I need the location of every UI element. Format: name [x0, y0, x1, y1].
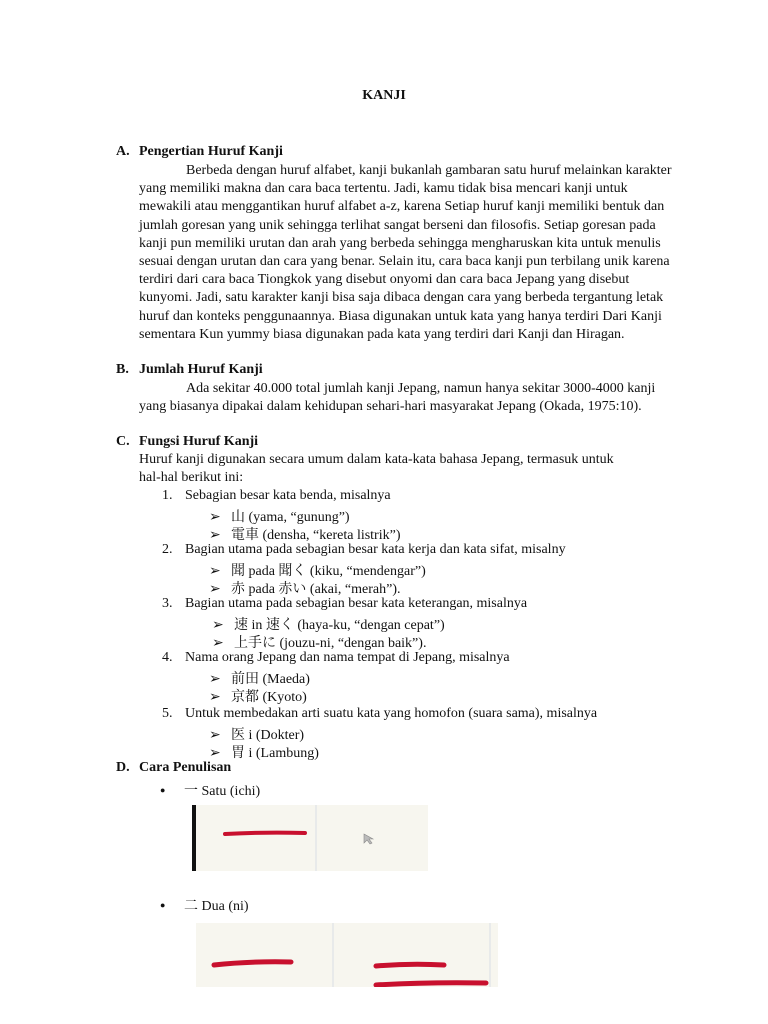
section-a-paragraph: Berbeda dengan huruf alfabet, kanji bukanlah gambaran satu huruf melainkan karakter yang memiliki makna dan cara baca tertentu. Jadi, kamu tidak bisa mencari kanji untuk mewakili atau menggantikan huruf alfabet a-z, karena Setiap huruf kanji memiliki bentuk dan jumlah goresan yang unik sehingga terlihat sangat berseni dan filosofis. Setiap goresan pada kanji pun memiliki urutan dan arah yang berbeda sehingga mengharuskan kita untuk menulis sesuai dengan urutan dan cara yang benar. Selain itu, cara baca kanji pun terbilang unik karena terdiri dari cara baca Tiongkok yang disebut onyomi dan cara baca Jepang yang disebut kunyomi. Jadi, satu karakter kanji bisa saja dibaca dengan cara yang berbeda tergantung letak huruf dan konteks penggunaannya. Biasa digunakan untuk kata yang hanya terdiri Dari Kanji sementara Kun yummy biasa digunakan pada kata yang terdiri dari Kanji dan Hiragan. [139, 163, 672, 342]
bullet-icon: ● [160, 900, 166, 910]
example-item: ➢ 胃 i (Lambung) [209, 746, 319, 761]
section-c-intro-line-2: hal-hal berikut ini: [139, 470, 244, 485]
page-title: KANJI [362, 88, 406, 103]
section-b-heading: B. Jumlah Huruf Kanji [116, 362, 263, 377]
list-item: 1. Sebagian besar kata benda, misalnya [162, 488, 391, 503]
example-item: ➢ 聞 pada 聞く (kiku, “mendengar”) [209, 564, 426, 579]
arrow-bullet-icon: ➢ [209, 728, 221, 743]
arrow-bullet-icon: ➢ [212, 618, 224, 633]
arrow-bullet-icon: ➢ [209, 564, 221, 579]
bullet-item: ● 二 Dua (ni) [160, 899, 249, 914]
list-item: 5. Untuk membedakan arti suatu kata yang homofon (suara sama), misalnya [162, 706, 598, 721]
arrow-bullet-icon: ➢ [209, 528, 221, 543]
kanji-stroke-image-ichi [192, 805, 428, 871]
bullet-icon: ● [160, 785, 166, 795]
example-item: ➢ 赤 pada 赤い (akai, “merah”). [209, 582, 401, 597]
arrow-bullet-icon: ➢ [209, 510, 221, 525]
list-item: 3. Bagian utama pada sebagian besar kata keterangan, misalnya [162, 596, 528, 611]
section-c-heading: C. Fungsi Huruf Kanji [116, 434, 259, 449]
arrow-bullet-icon: ➢ [209, 672, 221, 687]
kanji-stroke-image-ni [196, 923, 498, 987]
list-item: 2. Bagian utama pada sebagian besar kata kerja dan kata sifat, misalny [162, 542, 566, 557]
section-a-heading: A. Pengertian Huruf Kanji [116, 144, 283, 159]
example-item: ➢ 上手に (jouzu-ni, “dengan baik”). [212, 636, 427, 651]
arrow-bullet-icon: ➢ [209, 746, 221, 761]
bullet-item: ● 一 Satu (ichi) [160, 784, 261, 799]
arrow-bullet-icon: ➢ [209, 690, 221, 705]
example-item: ➢ 電車 (densha, “kereta listrik”) [209, 528, 401, 543]
example-item: ➢ 速 in 速く (haya-ku, “dengan cepat”) [212, 618, 445, 633]
section-d-heading: D. Cara Penulisan [116, 760, 232, 775]
stroke-order-illustration [196, 923, 498, 987]
example-item: ➢ 医 i (Dokter) [209, 728, 305, 743]
arrow-bullet-icon: ➢ [212, 636, 224, 651]
section-c-intro-line-1: Huruf kanji digunakan secara umum dalam kata-kata bahasa Jepang, termasuk untuk [139, 452, 614, 467]
example-item: ➢ 前田 (Maeda) [209, 672, 310, 687]
example-item: ➢ 山 (yama, “gunung”) [209, 510, 350, 525]
section-b-paragraph: Ada sekitar 40.000 total jumlah kanji Jepang, namun hanya sekitar 3000-4000 kanji yang biasanya dipakai dalam kehidupan sehari-hari masyarakat Jepang (Okada, 1975:10). [139, 381, 656, 415]
example-item: ➢ 京都 (Kyoto) [209, 690, 307, 705]
list-item: 4. Nama orang Jepang dan nama tempat di Jepang, misalnya [162, 650, 510, 665]
stroke-order-illustration [192, 805, 428, 871]
arrow-bullet-icon: ➢ [209, 582, 221, 597]
